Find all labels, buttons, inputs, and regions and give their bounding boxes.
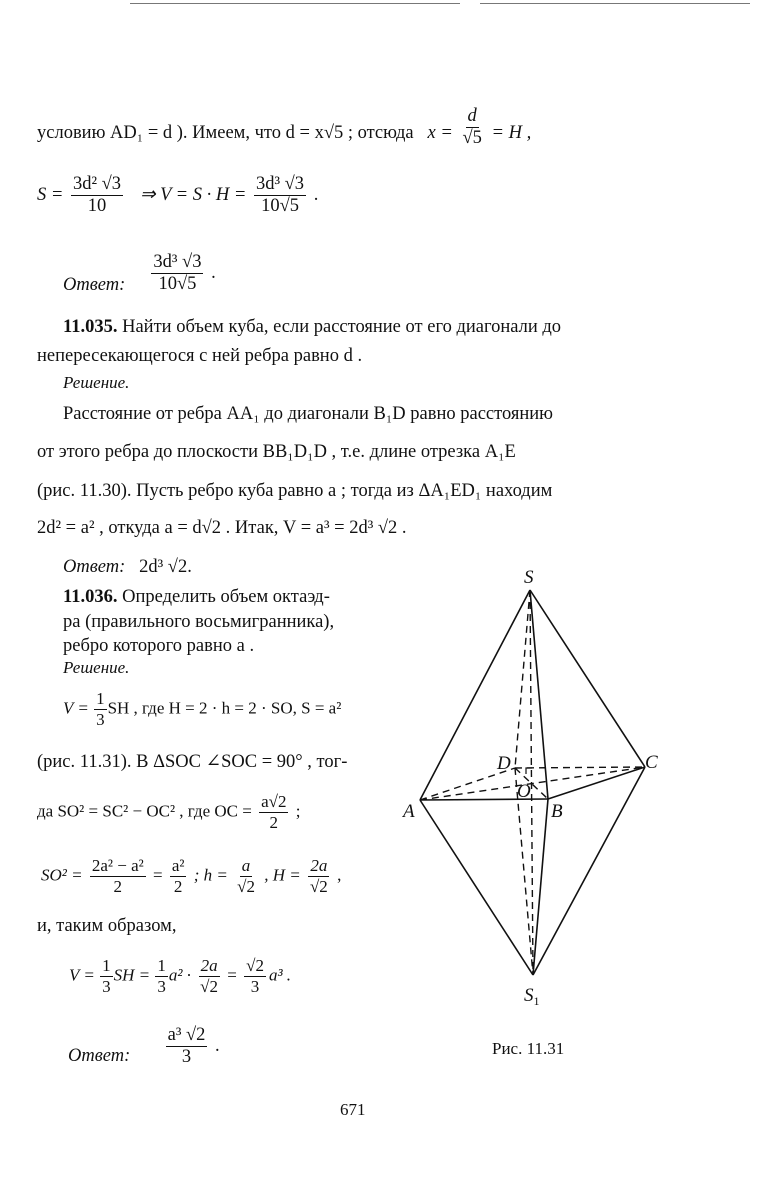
fraction bbox=[235, 857, 257, 896]
problem-line bbox=[63, 613, 334, 632]
vertex-label-A: A bbox=[403, 801, 415, 822]
fraction-numerator: 2a bbox=[310, 856, 328, 875]
text-fragment: (рис. 11.30). Пусть ребро куба равно a ; тогда из ΔA₁ED₁ находим bbox=[37, 481, 553, 501]
formula-line bbox=[41, 857, 341, 896]
vertex-label-C: C bbox=[645, 752, 658, 773]
answer-value: 2d³ √2. bbox=[139, 557, 192, 577]
fraction bbox=[170, 857, 187, 896]
text-fragment: SO² = bbox=[41, 865, 83, 885]
fraction-numerator: 3d³ √3 bbox=[151, 253, 203, 274]
problem-line bbox=[63, 637, 254, 656]
fraction-numerator: 2a² − a² bbox=[91, 856, 144, 875]
text-line bbox=[63, 405, 553, 424]
fraction-denominator: 3 bbox=[157, 976, 166, 996]
text-fragment: SH = bbox=[113, 965, 151, 985]
fraction-denominator: 3 bbox=[250, 976, 260, 996]
figure-caption: Рис. 11.31 bbox=[492, 1039, 565, 1058]
fraction-denominator: √2 bbox=[309, 876, 328, 896]
text-fragment: Расстояние от ребра AA₁ до диагонали B₁D равно расстоянию bbox=[63, 404, 553, 424]
fraction bbox=[254, 175, 306, 217]
text-fragment: да SO² = SC² − OC² , где OC = bbox=[37, 801, 252, 821]
fraction bbox=[460, 107, 483, 149]
answer-line bbox=[63, 558, 192, 577]
vertex-label-B: B bbox=[551, 801, 563, 822]
fraction-denominator: 3 bbox=[96, 709, 105, 729]
fraction-denominator: 3 bbox=[181, 1047, 192, 1068]
page-number: 671 bbox=[340, 1100, 366, 1119]
fraction-numerator: d bbox=[466, 107, 479, 128]
edge-S1A bbox=[420, 800, 533, 975]
problem-line bbox=[63, 318, 561, 337]
fraction-numerator: 1 bbox=[157, 956, 166, 975]
fraction-numerator: a√2 bbox=[261, 792, 287, 811]
text-line bbox=[37, 917, 176, 936]
problem-number: 11.035. bbox=[63, 317, 118, 337]
text-fragment: . bbox=[215, 1036, 220, 1057]
text-fragment: SH , где H = 2 · h = 2 · SO, S = a² bbox=[107, 698, 342, 718]
text-fragment: , H = bbox=[264, 865, 301, 885]
fraction-numerator: a² bbox=[171, 856, 185, 875]
text-fragment: . bbox=[313, 185, 319, 206]
fraction bbox=[100, 957, 113, 996]
fraction-denominator: 2 bbox=[269, 812, 279, 832]
text-fragment: 2d² = a² , откуда a = d√2 . Итак, V = a³ = 2d³ √2 . bbox=[37, 518, 407, 538]
fraction-numerator: 1 bbox=[96, 689, 105, 708]
fraction bbox=[166, 1026, 208, 1068]
text-fragment: = bbox=[152, 865, 163, 885]
text-fragment: V = bbox=[63, 698, 89, 718]
text-fragment: ребро которого равно a . bbox=[63, 636, 255, 656]
answer-label: Ответ: bbox=[63, 275, 126, 296]
top-scan-rule bbox=[130, 3, 460, 4]
formula-line bbox=[37, 793, 300, 832]
vertex-label-D: D bbox=[497, 753, 511, 774]
solution-heading bbox=[63, 659, 129, 676]
fraction-denominator: 10√5 bbox=[158, 274, 197, 295]
problem-line bbox=[63, 588, 330, 607]
fraction bbox=[151, 253, 203, 295]
text-line bbox=[37, 482, 552, 501]
fraction-numerator: a³ √2 bbox=[166, 1026, 208, 1047]
answer-label: Ответ: bbox=[63, 557, 126, 577]
text-fragment: S = bbox=[37, 185, 64, 206]
text-line bbox=[37, 519, 407, 538]
fraction-denominator: √2 bbox=[237, 876, 255, 896]
fraction-numerator: a bbox=[241, 856, 251, 875]
text-fragment: условию AD₁ = d ). Имеем, что d = x√5 ; отсюда bbox=[37, 123, 414, 144]
text-fragment: V = bbox=[69, 965, 95, 985]
solution-heading bbox=[63, 374, 129, 391]
point-label-O: O bbox=[517, 781, 531, 802]
fraction-numerator: 3d³ √3 bbox=[254, 175, 306, 196]
fraction-numerator: √2 bbox=[246, 956, 264, 975]
formula-line bbox=[37, 175, 318, 217]
fraction-denominator: 10 bbox=[87, 196, 107, 217]
answer-label: Ответ: bbox=[68, 1046, 131, 1067]
fraction bbox=[308, 857, 330, 896]
text-line bbox=[37, 106, 532, 155]
diagonal-AC-hidden bbox=[420, 767, 645, 800]
octahedron-figure bbox=[405, 560, 670, 1015]
text-fragment: Найти объем куба, если расстояние от его диагонали до bbox=[117, 317, 562, 337]
text-fragment: (рис. 11.31). В ΔSOC ∠SOC = 90° , тог- bbox=[37, 752, 348, 772]
vertex-label-S1: $S_1$ bbox=[524, 985, 540, 1008]
text-fragment: ра (правильного восьмигранника), bbox=[63, 612, 335, 632]
edge-S1B bbox=[533, 799, 548, 975]
text-fragment: , bbox=[337, 865, 342, 885]
text-fragment: Определить объем октаэд- bbox=[117, 587, 330, 607]
edge-SC bbox=[530, 590, 645, 767]
text-fragment: . bbox=[211, 263, 216, 284]
fraction-denominator: 2 bbox=[113, 876, 123, 896]
edge-DC-hidden bbox=[515, 767, 645, 768]
text-fragment: x = bbox=[427, 123, 453, 144]
fraction bbox=[155, 957, 168, 996]
text-fragment: ⇒ V = S · H = bbox=[139, 185, 247, 206]
fraction-numerator: 1 bbox=[102, 956, 111, 975]
problem-line bbox=[37, 347, 362, 366]
text-fragment: ; bbox=[295, 801, 301, 821]
fraction bbox=[90, 857, 146, 896]
fraction-numerator: 3d² √3 bbox=[71, 175, 123, 196]
text-fragment: Решение. bbox=[63, 373, 130, 392]
text-fragment: Решение. bbox=[63, 658, 130, 677]
text-line bbox=[37, 443, 516, 462]
text-fragment: a³ . bbox=[268, 965, 292, 985]
formula-line bbox=[69, 957, 291, 996]
fraction bbox=[198, 957, 220, 996]
text-fragment: = bbox=[227, 965, 237, 985]
fraction bbox=[259, 793, 288, 832]
edge-SD-hidden bbox=[515, 590, 530, 768]
text-fragment: непересекающегося с ней ребра равно d . bbox=[37, 346, 363, 366]
text-fragment: и, таким образом, bbox=[37, 916, 177, 936]
fraction-denominator: 2 bbox=[173, 876, 183, 896]
text-fragment: a² · bbox=[168, 965, 191, 985]
vertex-label-S: S bbox=[524, 567, 534, 588]
text-line bbox=[37, 753, 347, 772]
answer-line bbox=[63, 253, 216, 295]
problem-number: 11.036. bbox=[63, 587, 118, 607]
fraction bbox=[71, 175, 123, 217]
fraction bbox=[244, 957, 266, 996]
fraction-denominator: 10√5 bbox=[261, 196, 299, 217]
fraction-denominator: √5 bbox=[462, 128, 482, 149]
text-fragment: = H , bbox=[491, 123, 532, 144]
fraction-denominator: 3 bbox=[102, 976, 111, 996]
formula-line bbox=[63, 690, 341, 729]
answer-line bbox=[68, 1026, 220, 1068]
fraction-denominator: √2 bbox=[200, 976, 219, 996]
fraction-numerator: 2a bbox=[200, 956, 218, 975]
top-scan-rule bbox=[480, 3, 750, 4]
text-fragment: от этого ребра до плоскости BB₁D₁D , т.е. длине отрезка A₁E bbox=[37, 442, 516, 462]
fraction bbox=[94, 690, 107, 729]
text-fragment: ; h = bbox=[193, 865, 228, 885]
